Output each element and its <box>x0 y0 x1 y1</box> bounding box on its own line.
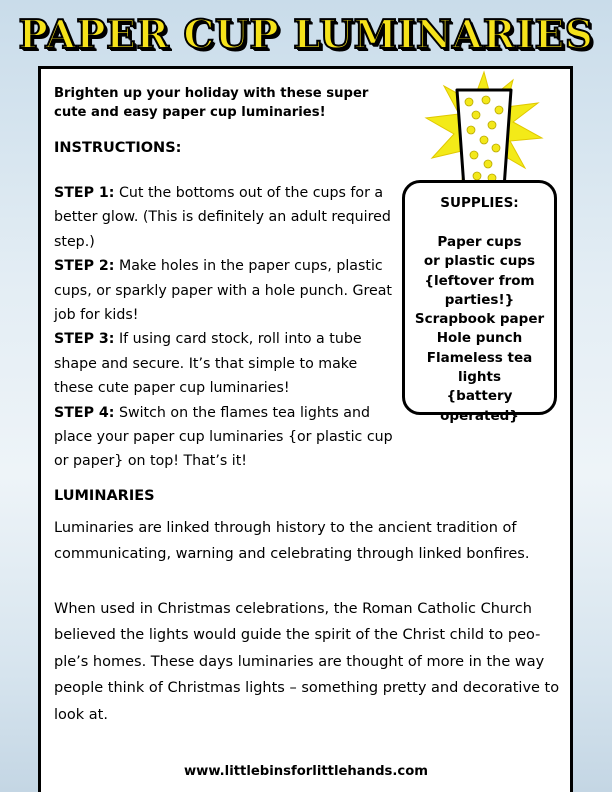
luminaries-heading: LUMINARIES <box>54 488 155 504</box>
step-2 <box>54 254 394 327</box>
supplies-heading: SUPPLIES: <box>440 195 519 211</box>
history-paragraph: Luminaries are linked through history to the ancient tradition of communicating, warning and celebrating through linked bonfires. <box>54 520 530 562</box>
supply-item: or plastic cups <box>423 253 536 270</box>
steps-list <box>54 181 394 474</box>
supply-item: lights <box>457 369 502 386</box>
step-4 <box>54 401 394 474</box>
instructions-heading: INSTRUCTIONS: <box>54 140 182 156</box>
supply-item: Flameless tea <box>426 349 533 366</box>
supply-item: parties!} <box>444 291 515 308</box>
supply-item: Hole punch <box>436 330 523 347</box>
step-3 <box>54 327 394 400</box>
step-label: STEP 4: <box>54 404 115 421</box>
step-text: Cut the bottoms out of the cups for a better glow. (This is definitely an adult required step.) <box>54 185 391 250</box>
supplies-list <box>405 233 554 426</box>
christmas-paragraph: When used in Christmas celebrations, the Roman Catholic Church believed the lights would guide the spirit of the Christ child to peo-ple’s homes. These days luminaries are thought of more in the way people think of Christmas lights – something pretty and decorative to look at. <box>54 601 560 723</box>
step-label: STEP 1: <box>54 185 115 201</box>
step-label: STEP 3: <box>54 331 115 348</box>
step-text: If using card stock, roll into a tube shape and secure. It’s that simple to make these cute paper cup luminaries! <box>54 331 362 397</box>
luminary-cup-icon <box>424 70 544 190</box>
intro-text: Brighten up your holiday with these super cute and easy paper cup luminaries! <box>54 86 369 120</box>
supplies-box <box>402 180 557 424</box>
supply-item: {battery operated} <box>440 388 519 424</box>
page-title: PAPER CUP LUMINARIES <box>18 12 594 58</box>
supply-item: Scrapbook paper <box>414 311 545 328</box>
step-text: Make holes in the paper cups, plastic cups, or sparkly paper with a hole punch. Great job for kids! <box>54 258 392 324</box>
step-text: Switch on the flames tea lights and place your paper cup luminaries {or plastic cup or paper} on top! That’s it! <box>54 404 393 470</box>
supply-item: Paper cups <box>437 234 522 250</box>
step-label: STEP 2: <box>54 258 115 275</box>
supply-item: {leftover from <box>424 272 535 289</box>
footer-url[interactable]: www.littlebinsforlittlehands.com <box>183 764 429 779</box>
step-1 <box>54 181 394 254</box>
